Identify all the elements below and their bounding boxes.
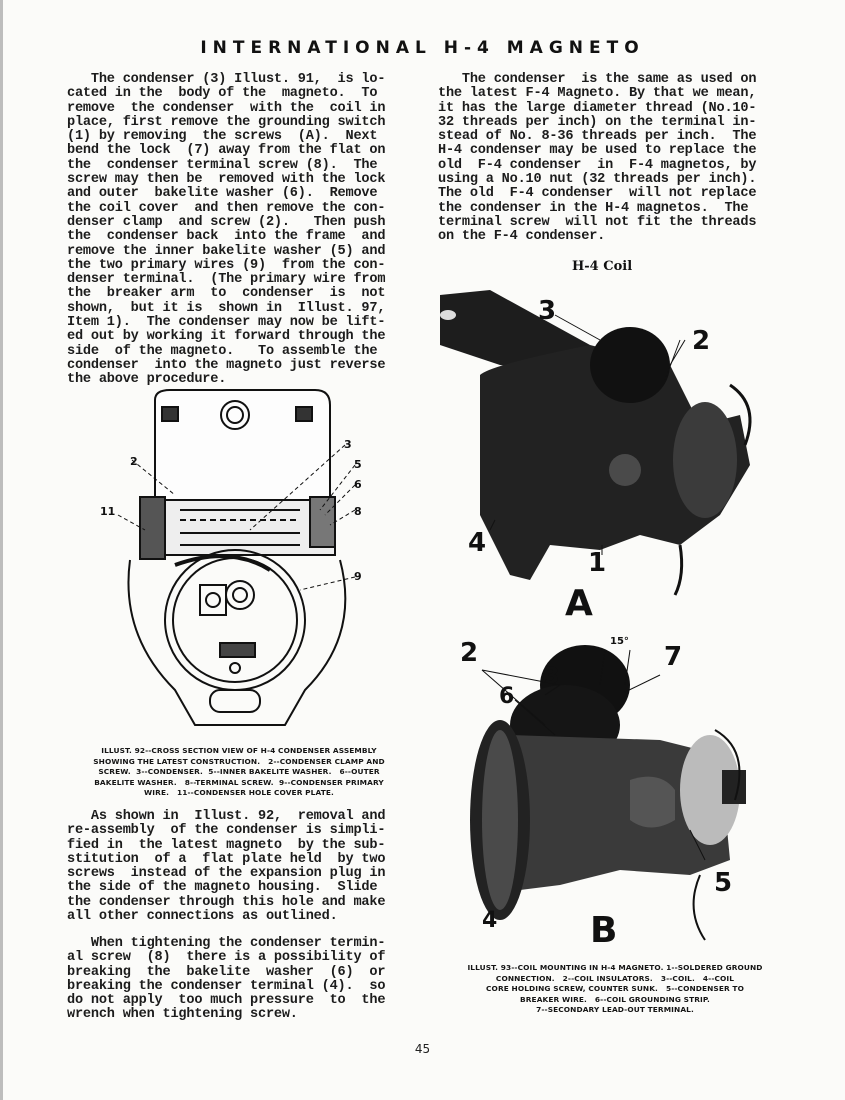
photo-a-callout-1: 1 — [588, 548, 607, 578]
photo-b-label: B — [590, 910, 618, 951]
left-paragraph-1: The condenser (3) Illust. 91, is lo- cated in the body of the magneto. To remove the condenser with the coil in place, first remove the grounding switch (1) by removing the screws (A). Next bend the lock (7) away from the flat on the condenser terminal screw (8). The screw may then be removed with the lock and outer bakelite washer (6). Remove the coil cover and then remove the con- denser clamp and screw (2). Then push the condenser back into the frame and remove the inner bakelite washer (5) and the two primary wires (9) from the con- denser terminal. (The primary wire from the breaker arm to condenser is not shown, but it is shown in Illust. 97, Item 1). The condenser may now be lift- ed out by working it forward through the side of the magneto. To assemble the condenser into the magneto just reverse the above procedure. — [67, 72, 386, 388]
photo-b-callout-3: 3 — [544, 664, 560, 689]
photo-a-callout-2: 2 — [692, 326, 711, 356]
photo-a-label: A — [565, 583, 593, 624]
left-paragraph-2: As shown in Illust. 92, removal and re-assembly of the condenser is simpli- fied in the latest magneto by the sub- stitution of a flat plate held by two screws instead of the expansion plug in the side of the magneto housing. Slide the condenser through this hole and make all other connections as outlined. — [67, 809, 386, 925]
photo-a-callout-3: 3 — [538, 296, 557, 326]
photo-b-callout-6: 6 — [499, 684, 515, 709]
illust-92-callout-3: 3 — [344, 438, 352, 451]
illust-92-caption: ILLUST. 92--CROSS SECTION VIEW OF H-4 CONDENSER ASSEMBLY SHOWING THE LATEST CONSTRUCTION. 2--CONDENSER CLAMP AND SCREW. 3--CONDENSER. 5--INNER BAKELITE WASHER. 6--OUTER BAKELITE WASHER. 8--TERMINAL SCREW. 9--CONDENSER PRIMARY WIRE. 11--CONDENSER HOLE COVER PLATE. — [93, 746, 385, 798]
illust-92-callout-8: 8 — [354, 505, 362, 518]
photo-a-callout-4: 4 — [468, 528, 487, 558]
illust-93-caption: ILLUST. 93--COIL MOUNTING IN H-4 MAGNETO. 1--SOLDERED GROUND CONNECTION. 2--COIL INSULATORS. 3--COIL. 4--COIL CORE HOLDING SCREW, COUNTER SUNK. 5--CONDENSER TO BREAKER WIRE. 6--COIL GROUNDING STRIP. 7--SECONDARY LEAD-OUT TERMINAL. — [467, 963, 763, 1015]
section-heading-h4-coil: H-4 Coil — [572, 259, 633, 274]
page-number: 45 — [414, 1042, 431, 1056]
illust-92-callout-9: 9 — [354, 570, 362, 583]
left-paragraph-3: When tightening the condenser termin- al screw (8) there is a possibility of breaking the bakelite washer (6) or breaking the condenser terminal (4). so do not apply too much pressure to the wrench when tightening screw. — [67, 936, 386, 1023]
photo-b-callout-7: 7 — [664, 642, 683, 672]
photo-b-callout-5: 5 — [714, 868, 733, 898]
illust-92-callout-11: 11 — [100, 505, 116, 518]
illust-92-callout-6: 6 — [354, 478, 362, 491]
illust-92-callout-5: 5 — [354, 458, 362, 471]
scan-edge — [0, 0, 3, 1100]
photo-b-angle-label: 15° — [610, 636, 629, 647]
illust-92-callout-2: 2 — [130, 455, 138, 468]
photo-b-callout-4: 4 — [482, 908, 498, 933]
photo-b-callout-2: 2 — [460, 638, 479, 668]
page-title: INTERNATIONAL H-4 MAGNETO — [200, 38, 645, 58]
right-paragraph-1: The condenser is the same as used on the latest F-4 Magneto. By that we mean, it has the large diameter thread (No.10- 32 threads per inch) on the terminal in- stead of No. 8-36 threads per inch. The H-4 condenser may be used to replace the old F-4 condenser in F-4 magnetos, by using a No.10 nut (32 threads per inch). The old F-4 condenser will not replace the condenser in the H-4 magnetos. The terminal screw will not fit the threads on the F-4 condenser. — [438, 72, 757, 245]
